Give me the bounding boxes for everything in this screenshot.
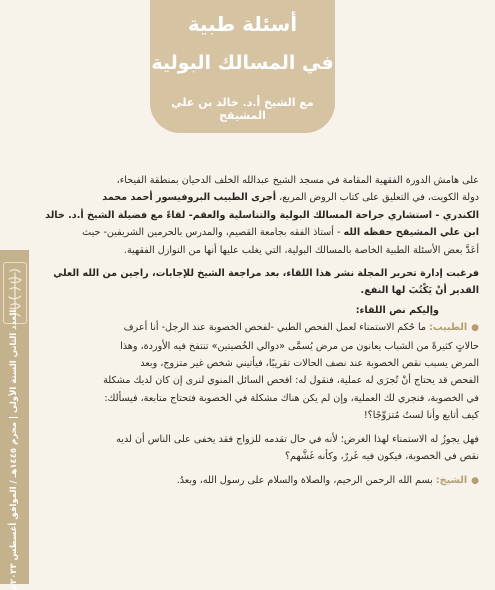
intro-line-5: أعَدَّ بعض الأسئلة الطبية الخاصة بالمسالك البولية، التي يغلب عليها أنها من النوازل الفقهية. <box>123 244 479 256</box>
q1-line-5: في الخصوبة، فنجري لك العملية، وإن لم يكن هناك مشكلة في الخصوبة فتحتاج متابعة، فيسألك: <box>104 392 479 404</box>
issue-info: العدد الثاني السنة الأولى | محرم ١٤٤٥هـ / الموافق أغسطس ٢٠٢٣م <box>9 309 19 590</box>
answer-1 <box>40 472 479 490</box>
intro-line-1: على هامش الدورة الفقهية المقامة في مسجد الشيخ عبدالله الخلف الدحيان بمنطقة الفيحاء، <box>116 175 479 186</box>
intro-line-4a: ابن علي المشيقح حفظه الله <box>343 227 479 239</box>
q1-line-6: كيف أتابع وأنا لستُ مُتزوِّجًا؟! <box>363 410 479 422</box>
question-2 <box>40 431 479 466</box>
q1-line-3: المرض يسبب نقص الخصوبة عند نصف الحالات تقريبًا، فيأتيني شخص غير متزوج، وبعد <box>140 358 479 370</box>
q1-line-1: ما حُكم الاستمناء لعمل الفحص الطبي -لفحص الخصوبة عند الرجل- أنا أعرف <box>123 322 430 334</box>
article-title: أسئلة طبية <box>187 12 298 36</box>
intro-paragraph <box>40 172 479 259</box>
bullet-icon: ● <box>471 475 479 486</box>
q2-line-1: فهل يجوزُ له الاستمناء لهذا الغرض؛ لأنه في حال تقدمه للزواج فقد يخفى على الناس أن لديه <box>116 433 479 445</box>
speaker-sheikh: الشيخ: <box>435 474 468 486</box>
speaker-doctor: الطبيب: <box>429 322 468 334</box>
q2-line-2: نقص في الخصوبة، فيكون فيه غَررٌ، وكأنه غَشَّهم؟ <box>284 451 479 463</box>
interview-heading: وإليكم نص اللقاء: <box>355 304 439 316</box>
question-1 <box>40 319 479 424</box>
intro-line-2b: أجرى الطبيب البروفيسور أحمد محمد <box>102 192 277 204</box>
note-line-2: القدير أنْ يَكْتُبَ لها النفع. <box>360 285 479 297</box>
q1-line-2: حالاتٍ كثيرةً من الشباب يعانون من مرض يُسمَّى «دوالي الخُصيتين» تنتفخ فيه الأوردة، وهذا <box>120 340 479 352</box>
intro-line-2a: دولة الكويت، في التعليق على كتاب الروض المربع، <box>276 192 479 204</box>
intro-line-3: الكندري - استشاري جراحة المسالك البولية والتناسلية والعقم- لقاءً مع فضيلة الشيخ أ.د. خالد <box>45 209 479 221</box>
a1-text: بسم الله الرحمن الرحيم، والصلاة والسلام على رسول الله، وبعدُ. <box>176 474 436 486</box>
note-line-1: فرغبت إدارة تحرير المجلة نشر هذا اللقاء، بعد مراجعة الشيخ للإجابات، راجين من الله العلي <box>53 268 479 280</box>
bullet-icon: ● <box>471 323 479 334</box>
article-subtitle: في المسالك البولية <box>151 52 334 74</box>
editorial-note <box>40 265 479 300</box>
intro-line-4b: - أستاذ الفقه بجامعة القصيم، والمدرس بالحرمين الشريفين- حيث <box>82 227 344 239</box>
q1-line-4: الفحص قد يحتاج أنْ تُجرَى له عملية، فنقول له: افحص السائل المنوي لنرى إن كان لديك مشكلة <box>103 375 479 387</box>
title-box <box>150 0 335 133</box>
article-body <box>40 172 479 490</box>
article-byline: مع الشيخ أ.د. خالد بن علي المشيقح <box>171 96 314 122</box>
